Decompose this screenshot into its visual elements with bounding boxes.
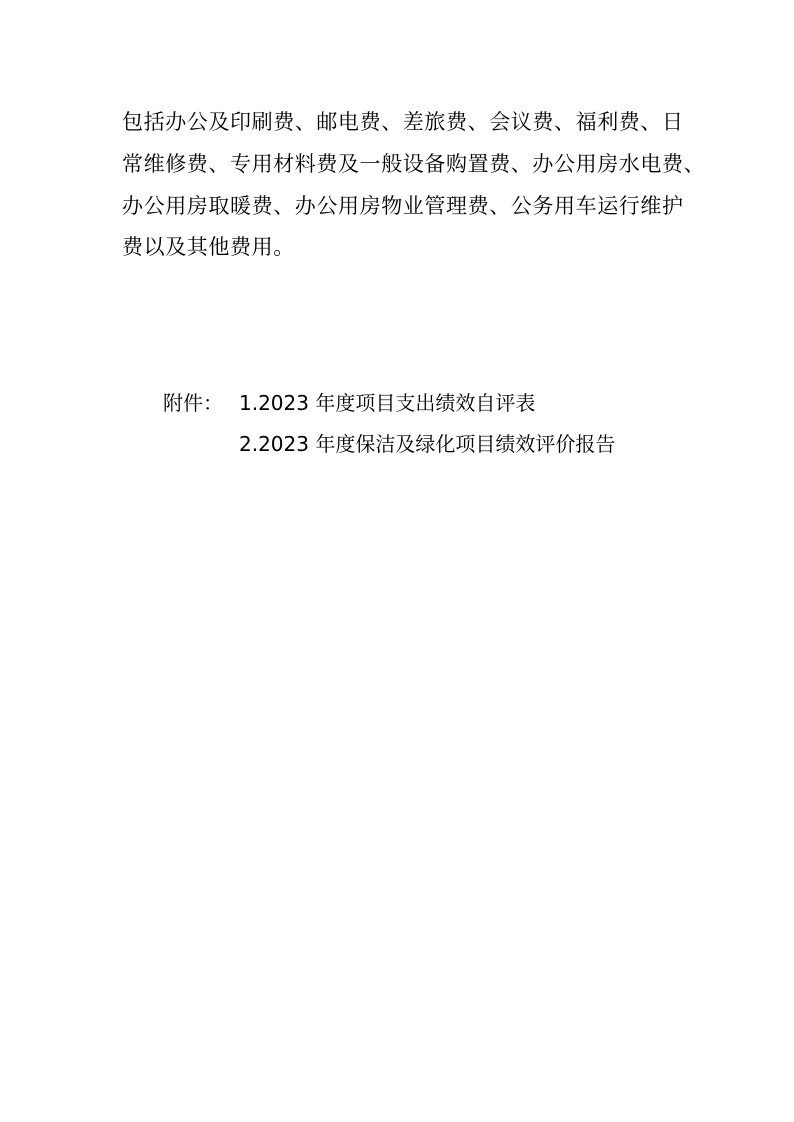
attachments-label: 附件：: [163, 391, 223, 415]
paragraph-line-1: 包括办公及印刷费、邮电费、差旅费、会议费、福利费、日: [122, 110, 684, 134]
paragraph-line-4: 费以及其他费用。: [122, 235, 295, 259]
paragraph-line-2: 常维修费、专用材料费及一般设备购置费、办公用房水电费、: [122, 152, 706, 176]
attachment-item-2: 2.2023 年度保洁及绿化项目绩效评价报告: [239, 432, 616, 456]
attachment-item-1: 1.2023 年度项目支出绩效自评表: [239, 391, 536, 415]
paragraph-line-3: 办公用房取暖费、办公用房物业管理费、公务用车运行维护: [122, 194, 684, 218]
